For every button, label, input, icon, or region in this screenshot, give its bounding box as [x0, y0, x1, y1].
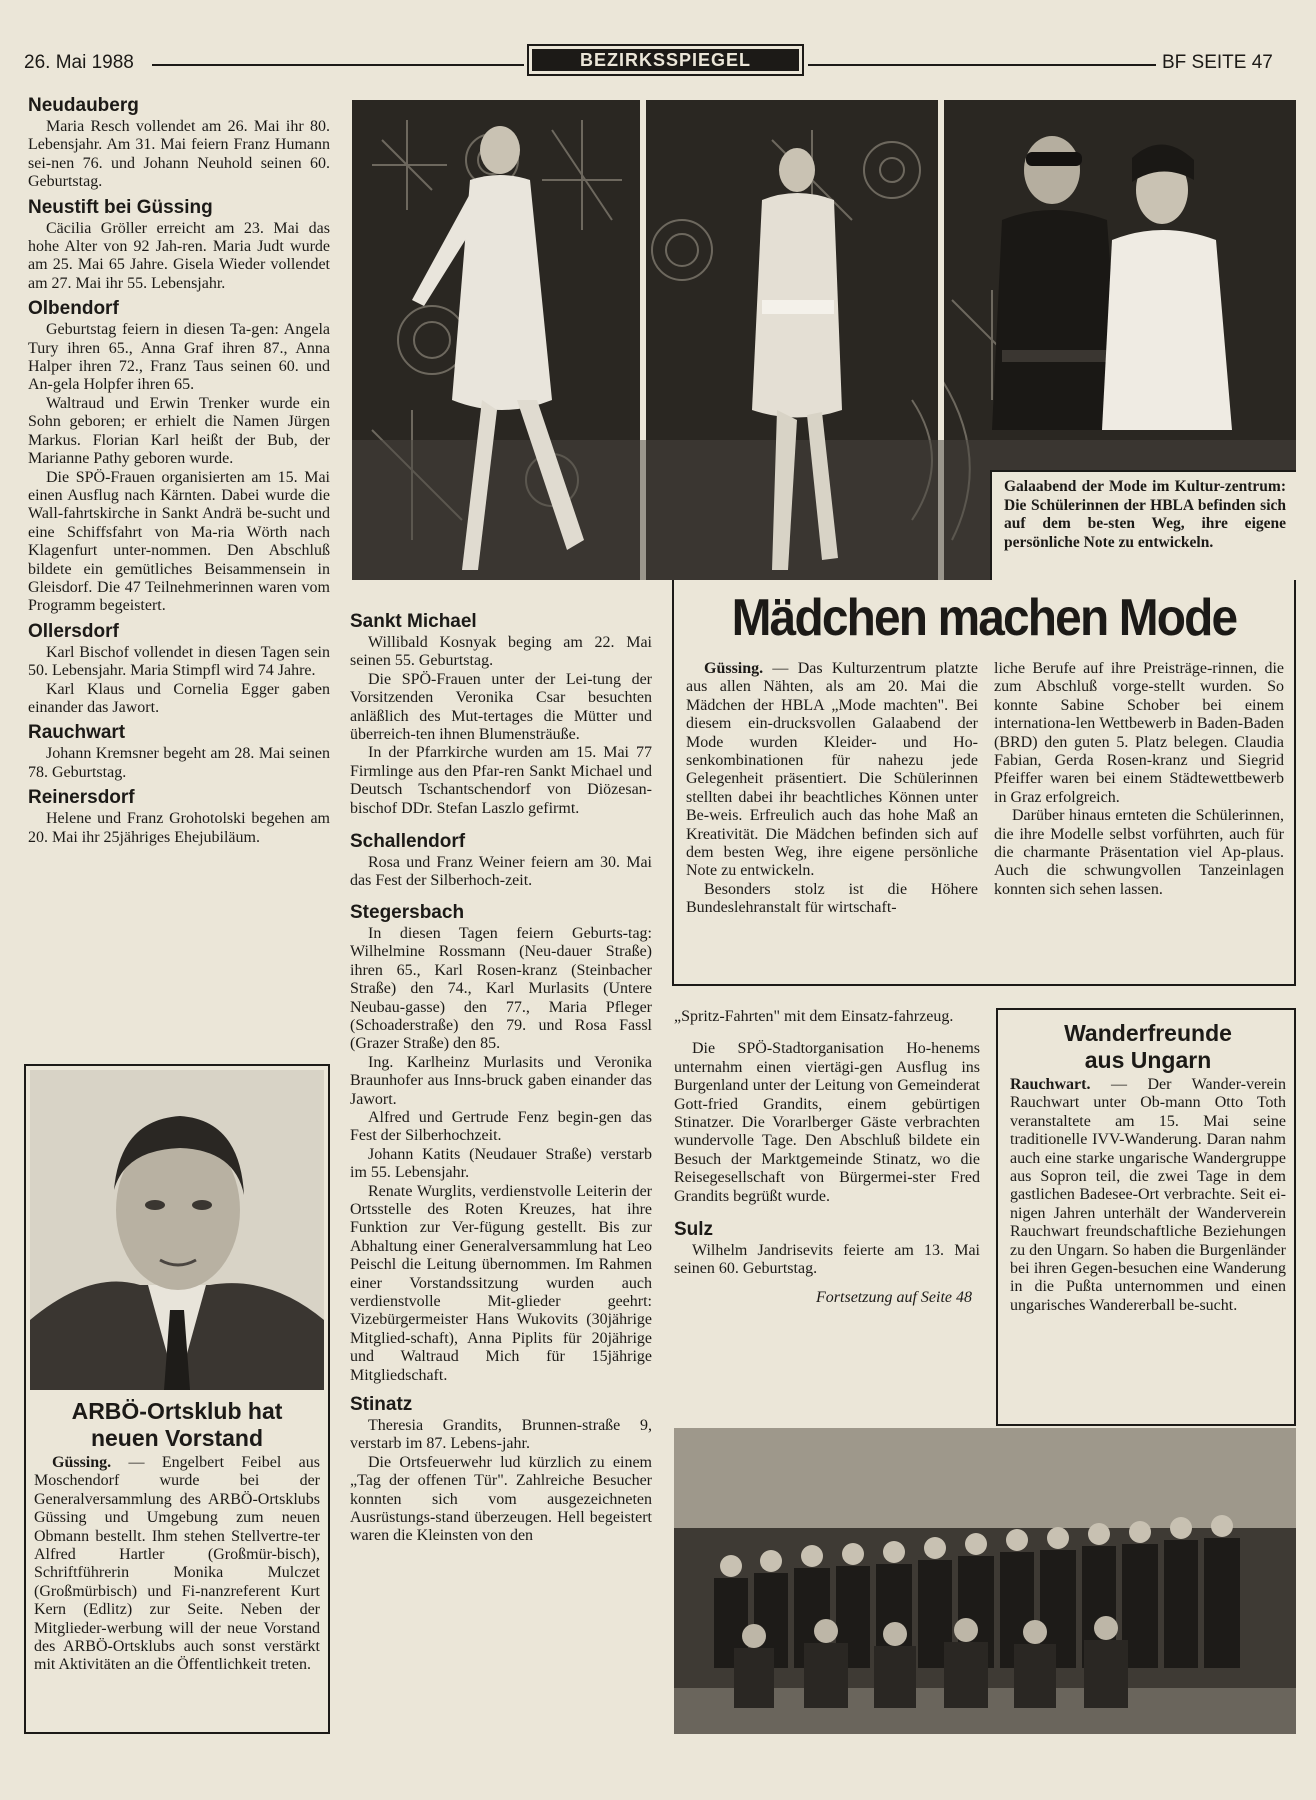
wander-title-1: Wanderfreunde — [1064, 1020, 1232, 1046]
text-sankt-michael-3: In der Pfarrkirche wurden am 15. Mai 77 Firmlinge aus den Pfar-ren Sankt Michael und Deutsch Tschantschendorf von Diözesan-bischof DDr. Stefan Laszlo gefirmt. — [350, 744, 652, 817]
arboe-article — [34, 1398, 320, 1675]
text-sulz: Wilhelm Jandrisevits feierte am 13. Mai seinen 60. Geburtstag. — [674, 1242, 980, 1278]
group-photo — [674, 1428, 1296, 1734]
text-stegersbach-5: Renate Wurglits, verdienstvolle Leiterin der Ortsstelle des Roten Kreuzes, hat ihre Funktion zur Ver-fügung gestellt. Bis zur Abhaltung einer Generalversammlung hat Leo Peischl die Leitung übernommen. Im Rahmen einer Vorstandssitzung wurden auch verdienstvolle Mit-glieder geehrt: Vizebürgermeister Hans Wukovits (30jährige Mitglied-schaft), Anna Piplits für 20jährige und Waltraud Mich für 15jährige Mitgliedschaft. — [350, 1182, 652, 1384]
text-stinatz-2: Die Ortsfeuerwehr lud kürzlich zu einem „Tag der offenen Tür". Zahlreiche Besucher konnten sich vom ausgezeichneten Ausrüstungs-stand überzeugen. Hell begeistert waren die Kleinsten von den — [350, 1453, 652, 1545]
text-reinersdorf: Helene und Franz Grohotolski begehen am 20. Mai ihr 25jähriges Ehejubiläum. — [28, 810, 330, 846]
text-stegersbach-4: Johann Katits (Neudauer Straße) verstarb im 55. Lebensjahr. — [350, 1145, 652, 1182]
text-ollersdorf-2: Karl Klaus und Cornelia Egger gaben einander das Jawort. — [28, 680, 330, 716]
text-hohenems: Die SPÖ-Stadtorganisation Ho-henems unternahm einen viertägi-gen Ausflug ins Burgenland unter der Leitung von Gemeinderat Gott-fried Grandits, einem gebürtigen Stinatzer. Die Vorarlberger Gäste verbrachten wundervolle Tage. Den Abschluß bildete ein Besuch der Marktgemeinde Stinatz, wo die Reisegesellschaft von Bürgermei-ster Fred Grandits begrüßt wurde. — [674, 1040, 980, 1205]
text-neustift: Cäcilia Gröller erreicht am 23. Mai das hohe Alter von 92 Jah-ren. Maria Judt wurde am 25. Mai 65 Jahre. Gisela Wieder vollendet am 27. Mai ihr 55. Lebensjahr. — [28, 219, 330, 292]
portrait-photo — [30, 1070, 324, 1390]
mode-headline: Mädchen machen Mode — [731, 589, 1237, 647]
text-stegersbach-2: Ing. Karlheinz Murlasits und Veronika Braunhofer aus Inns-bruck gaben einander das Jawort. — [350, 1053, 652, 1108]
wander-body: — Der Wander-verein Rauchwart unter Ob-mann Otto Toth veranstaltete am 15. Mai seine traditionelle IVV-Wanderung. Daran nahm auch eine starke ungarische Wandergruppe aus Sopron teil, die zwei Tage in dem gastlichen Badesee-Ort verbrachte. Seit ei-nigen Jahren unterhält der Wanderverein Rauchwart freundschaftliche Beziehungen zu den Ungarn. So haben die Burgenländer bei ihren Gegen-besuchen eine Wanderung in die Pußta unternommen und einen ungarisches Wandererball be-sucht. — [1010, 1076, 1286, 1314]
mode-paragraph-1 — [686, 660, 978, 881]
arboe-text — [34, 1454, 320, 1675]
mode-body-left: — Das Kulturzentrum platzte aus allen Nähten, als am 20. Mai die Mädchen der HBLA „Mode machten". Bei diesem ein-drucksvollen Galaabend der Mode wurden Kleider- und Ho-senkombinationen für nahezu jede Gelegenheit präsentiert. Die Schülerinnen stellten dabei ihr beachtliches Können unter Be-weis. Erfreulich auch das hohe Maß an Kreativität. Die Mädchen befinden sich auf dem besten Weg, ihre eigene persönliche Note zu entwickeln. — [686, 660, 978, 880]
heading-sankt-michael: Sankt Michael — [350, 611, 477, 632]
heading-schallendorf: Schallendorf — [350, 831, 466, 853]
text-ollersdorf-1: Karl Bischof vollendet in diesen Tagen sein 50. Lebensjahr. Maria Stimpfl wird 74 Jahre. — [28, 643, 330, 680]
heading-reinersdorf: Reinersdorf — [28, 787, 135, 809]
heading-rauchwart: Rauchwart — [28, 722, 126, 744]
mode-paragraph-3: liche Berufe auf ihre Preisträge-rinnen, die zum Abschluß vorge-stellt wurden. So konnte Sabine Schober bei einem internationa-len Wettbewerb in Baden-Baden (BRD) den guten 5. Platz belegen. Claudia Fabian, Gerda Rosen-kranz und Siegrid Pfeiffer waren bei einem Städtewettbewerb in Graz erfolgreich. — [994, 660, 1284, 806]
column-local-news-3 — [674, 1008, 980, 1307]
photo-caption: Galaabend der Mode im Kultur-zentrum: Die Schülerinnen der HBLA befinden sich auf dem be-sten Weg, ihre eigene persönliche Note zu entwickeln. — [1004, 478, 1286, 551]
text-olbendorf-2: Waltraud und Erwin Trenker wurde ein Sohn geboren; er erhielt die Namen Jürgen Markus. Florian Karl heißt der Bub, der Marianne Pathy geboren wurde. — [28, 394, 330, 468]
continued-note: Fortsetzung auf Seite 48 — [816, 1288, 972, 1306]
text-olbendorf-3: Die SPÖ-Frauen organisierten am 15. Mai einen Ausflug nach Kärnten. Dabei wurde die Wall-fahrtskirche in Sankt Andrä be-sucht und eine Schiffsfahrt von Ma-ria Wörth nach Klagenfurt unter-nommen. Den Abschluß bildete ein gemütliches Beisammensein in Gleisdorf. Die 47 Teilnehmerinnen waren vom Programm begeistert. — [28, 468, 330, 615]
mode-paragraph-2: Besonders stolz ist die Höhere Bundeslehranstalt für wirtschaft- — [686, 880, 978, 917]
heading-ollersdorf: Ollersdorf — [28, 620, 119, 642]
issue-date: 26. Mai 1988 — [24, 52, 134, 73]
header-rule-right — [808, 64, 1156, 66]
arboe-place: Güssing. — [52, 1454, 112, 1471]
text-sankt-michael-1: Willibald Kosnyak beging am 22. Mai seinen 55. Geburtstag. — [350, 634, 652, 670]
header-rule-left — [152, 64, 524, 66]
column-local-news-1 — [28, 94, 330, 847]
wander-place: Rauchwart. — [1010, 1076, 1091, 1093]
text-rauchwart: Johann Kremsner begeht am 28. Mai seinen 78. Geburtstag. — [28, 745, 330, 781]
page-number: BF SEITE 47 — [1162, 52, 1273, 73]
wander-article — [1010, 1020, 1286, 1315]
heading-sulz: Sulz — [674, 1219, 714, 1241]
section-banner — [527, 44, 804, 76]
wander-text — [1010, 1076, 1286, 1315]
heading-stegersbach: Stegersbach — [350, 901, 465, 923]
arboe-title-1: ARBÖ-Ortsklub hat — [71, 1398, 283, 1424]
column-local-news-2 — [350, 610, 652, 1546]
heading-olbendorf: Olbendorf — [28, 298, 119, 320]
arboe-title-2: neuen Vorstand — [90, 1425, 264, 1451]
mode-place: Güssing. — [704, 660, 764, 677]
text-stinatz-continued: „Spritz-Fahrten" mit dem Einsatz-fahrzeug. — [674, 1008, 954, 1025]
text-stegersbach-3: Alfred und Gertrude Fenz begin-gen das Fest der Silberhochzeit. — [350, 1108, 652, 1145]
mode-text-right — [994, 660, 1284, 899]
text-sankt-michael-2: Die SPÖ-Frauen unter der Lei-tung der Vorsitzenden Veronika Csar besuchten anläßlich des Mut-tertages die Mütter und überreich-ten ihnen Blumensträuße. — [350, 670, 652, 744]
group-illustration — [674, 1428, 1296, 1734]
text-stegersbach-1: In diesen Tagen feiern Geburts-tag: Wilhelmine Rossmann (Neu-dauer Straße) ihren 65., Karl Rosen-kranz (Steinbacher Straße) den 74., Karl Murlasits (Untere Neubau-gasse) den 77., Maria Pfleger (Schoaderstraße) den 79. und Rosa Fassl (Grazer Straße) den 85. — [350, 924, 652, 1053]
arboe-body: — Engelbert Feibel aus Moschendorf wurde bei der Generalversammlung des ARBÖ-Ortsklubs Güssing und Umgebung zum neuen Obmann bestellt. Ihm stehen Stellvertre-ter Alfred Hartler (Großmür-bisch), Schriftführerin Monika Mulczet (Großmürbisch) und Fi-nanzreferent Kurt Kern (Edlitz) zur Seite. Neben der Mitglieder-werbung will der neue Vorstand des ARBÖ-Ortsklubs auch sonst verstärkt mit Aktivitäten an die Öffentlichkeit treten. — [34, 1454, 320, 1674]
text-stinatz-1: Theresia Grandits, Brunnen-straße 9, verstarb im 87. Lebens-jahr. — [350, 1417, 652, 1453]
heading-neustift: Neustift bei Güssing — [28, 196, 213, 218]
portrait-illustration — [30, 1070, 324, 1390]
mode-paragraph-4: Darüber hinaus ernteten die Schülerinnen, die ihre Modelle selbst vorführten, auch für die charmante Präsentation viel Ap-plaus. Auch die schwungvollen Tanzeinlagen konnten sich sehen lassen. — [994, 807, 1284, 898]
photo-caption-box — [990, 470, 1296, 580]
heading-stinatz: Stinatz — [350, 1394, 413, 1416]
wander-title-2: aus Ungarn — [1084, 1047, 1212, 1073]
text-olbendorf-1: Geburtstag feiern in diesen Ta-gen: Angela Tury ihren 65., Anna Graf ihren 87., Anna Halper ihren 72., Franz Taus seinen 60. und An-gela Holpfer ihren 65. — [28, 321, 330, 394]
mode-text-left — [686, 660, 978, 918]
text-neudauberg: Maria Resch vollendet am 26. Mai ihr 80. Lebensjahr. Am 31. Mai feiern Franz Humann sei-nen 76. und Johann Neuhold seinen 60. Geburtstag. — [28, 118, 330, 191]
section-title: BEZIRKSSPIEGEL — [532, 49, 799, 71]
heading-neudauberg: Neudauberg — [28, 95, 139, 116]
text-schallendorf: Rosa und Franz Weiner feiern am 30. Mai das Fest der Silberhoch-zeit. — [350, 854, 652, 890]
